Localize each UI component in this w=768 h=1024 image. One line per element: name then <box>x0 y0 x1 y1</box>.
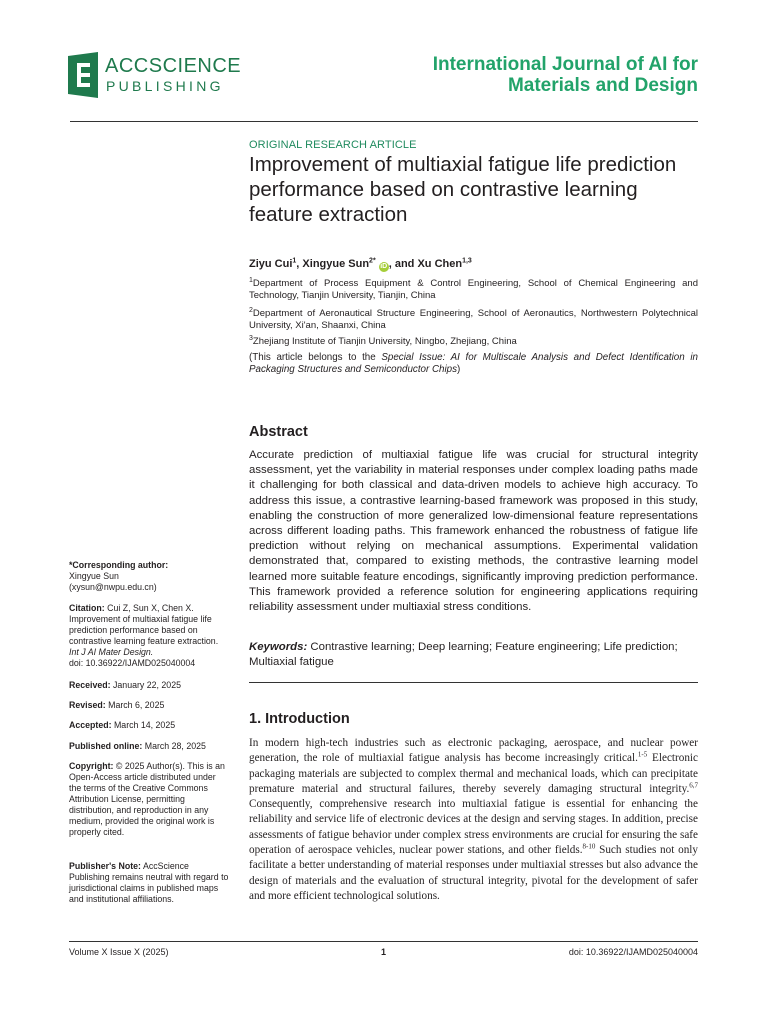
affiliation <box>249 278 698 302</box>
affiliation <box>249 308 698 332</box>
publisher-note-text: AccScience Publishing remains neutral with regard to jurisdictional claims in published maps and institutional affiliations. <box>69 861 229 904</box>
author-name: Xu Chen <box>417 258 463 270</box>
intro-paragraph-part: Consequently, comprehensive research into multiaxial fatigue is essential for enhancing the reliability and service life of electronic devices at the design and serving stages. In addition, precise assessments of fatigue behavior under complex stress environments are crucial for ensuring the safe operation of aerospace vehicles, nuclear power stations, and other fields. <box>249 798 698 857</box>
citation-marker[interactable]: 6,7 <box>689 781 698 790</box>
author-list: Ziyu Cui$^1$, Xingyue Sun$^{2*}$ iD , and Xu Chen$^{1,3}$ <box>249 257 472 270</box>
published-label: Published online: <box>69 741 143 751</box>
citation-marker[interactable]: 1-5 <box>637 750 648 759</box>
citation-marker[interactable]: 8-10 <box>582 842 596 851</box>
received-date <box>69 680 229 691</box>
intro-paragraph-part: In modern high-tech industries such as electronic packaging, aerospace, and nuclear power generation, the role of multiaxial fatigue analysis has become increasingly critical. <box>249 737 698 765</box>
keywords-label: Keywords: <box>249 641 308 653</box>
affiliation-text: Zhejiang Institute of Tianjin University, Ningbo, Zhejiang, China <box>252 336 517 347</box>
article-type: ORIGINAL RESEARCH ARTICLE <box>249 139 417 151</box>
corresponding-author-email[interactable]: (xysun@nwpu.edu.cn) <box>69 582 157 592</box>
citation-label: Citation: <box>69 603 105 613</box>
affiliation-marker: 3 <box>249 334 253 342</box>
title-line: performance based on contrastive learning <box>249 178 638 201</box>
title-line: feature extraction <box>249 203 408 226</box>
author-affiliation-marker: 1 <box>292 257 297 265</box>
author-separator: , and <box>388 258 418 270</box>
citation-text: Cui Z, Sun X, Chen X. Improvement of multiaxial fatigue life prediction performance based on contrastive learning feature extraction. <box>69 603 219 646</box>
accepted-label: Accepted: <box>69 720 112 730</box>
accscience-logo-icon <box>68 52 98 98</box>
journal-title-line1: International Journal of AI for <box>432 54 698 75</box>
citation-doi[interactable]: doi: 10.36922/IJAMD025040004 <box>69 658 196 668</box>
introduction-text <box>249 736 698 904</box>
intro-paragraph-part: Electronic packaging materials are subjected to complex thermal and mechanical loads, which can precipitate premature material and structural failures, thereby severely damaging structural integrity. <box>249 752 698 795</box>
affiliation-marker: 2 <box>249 306 253 314</box>
footer-divider <box>69 941 698 942</box>
corresponding-author-name: Xingyue Sun <box>69 571 119 581</box>
citation-block <box>69 603 229 669</box>
abstract-text: Accurate prediction of multiaxial fatigue life was crucial for structural integrity assessment, yet the variability in material responses under complex loading paths made it challenging for both classical and data-driven models to achieve high accuracy. To address this issue, a contrastive learning-based framework was proposed in this study, enabling the construction of more generalized low-dimensional feature representations across different loading paths. This framework enhanced the robustness of fatigue life prediction without relying on mechanical assumptions. Experimental validation demonstrated that, compared to existing methods, the contrastive learning model learned more suitable feature encodings, significantly improving prediction performance. This framework provided a reference solution for engineering applications requiring reliability assessment under multiaxial stress conditions. <box>249 449 698 614</box>
accepted-value: March 14, 2025 <box>111 720 176 730</box>
special-issue-prefix: (This article belongs to the <box>249 352 382 363</box>
introduction-heading: 1. Introduction <box>249 711 350 727</box>
publisher-name-line2: PUBLISHING <box>106 78 224 94</box>
publisher-note-label: Publisher's Note: <box>69 861 141 871</box>
corresponding-author <box>69 560 229 593</box>
abstract-heading: Abstract <box>249 424 308 440</box>
published-date <box>69 741 229 752</box>
special-issue-note <box>249 352 698 376</box>
footer-volume: Volume X Issue X (2025) <box>69 947 169 957</box>
corresponding-author-label: *Corresponding author: <box>69 560 169 570</box>
page-number: 1 <box>381 947 387 957</box>
affiliation-text: Department of Aeronautical Structure Engineering, School of Aeronautics, Northwestern Polytechnical University, Xi'an, Shaanxi, China <box>249 308 698 331</box>
orcid-icon[interactable]: iD <box>380 263 388 270</box>
publisher-name-line1: ACCSCIENCE <box>105 55 242 77</box>
published-value: March 28, 2025 <box>142 741 206 751</box>
journal-title-line2: Materials and Design <box>507 75 698 96</box>
publisher-logo <box>68 52 242 100</box>
affiliation <box>249 336 698 348</box>
revised-date <box>69 700 229 711</box>
author-affiliation-marker: 2* <box>369 257 376 265</box>
keywords <box>249 640 698 670</box>
author-name: Xingyue Sun <box>302 258 370 270</box>
publisher-note <box>69 861 229 905</box>
article-title <box>249 152 709 227</box>
received-label: Received: <box>69 680 111 690</box>
author-affiliation-marker: 1,3 <box>462 257 472 265</box>
special-issue-suffix: ) <box>457 364 461 375</box>
header-divider <box>70 121 698 122</box>
affiliation-marker: 1 <box>249 276 253 284</box>
author-name: Ziyu Cui <box>249 258 293 270</box>
journal-title <box>433 54 698 96</box>
keywords-divider <box>249 682 698 683</box>
copyright-text: © 2025 Author(s). This is an Open-Access article distributed under the terms of the Creative Commons Attribution License, permitting distribution, and reproduction in any medium, provided the original work is properly cited. <box>69 761 225 837</box>
revised-label: Revised: <box>69 700 106 710</box>
intro-paragraph-part: Such studies not only facilitate a better understanding of material responses under multiaxial stresses but also advance the design of materials and the evaluation of structural integrity, pivotal for the development of safer and more efficient technological solutions. <box>249 844 698 902</box>
citation-journal: Int J AI Mater Design. <box>69 647 154 657</box>
footer-doi[interactable]: doi: 10.36922/IJAMD025040004 <box>568 947 698 957</box>
keywords-text: Contrastive learning; Deep learning; Feature engineering; Life prediction; Multiaxial fatigue <box>249 641 678 669</box>
copyright-notice <box>69 761 229 838</box>
affiliation-text: Department of Process Equipment & Control Engineering, School of Chemical Engineering and Technology, Tianjin University, Tianjin, China <box>249 278 698 301</box>
title-line: Improvement of multiaxial fatigue life prediction <box>249 153 677 176</box>
accepted-date <box>69 720 229 731</box>
special-issue-name[interactable]: Special Issue: AI for Multiscale Analysis and Defect Identification in Packaging Structures and Semiconductor Chips <box>249 352 698 375</box>
received-value: January 22, 2025 <box>110 680 181 690</box>
revised-value: March 6, 2025 <box>105 700 165 710</box>
copyright-label: Copyright: <box>69 761 114 771</box>
